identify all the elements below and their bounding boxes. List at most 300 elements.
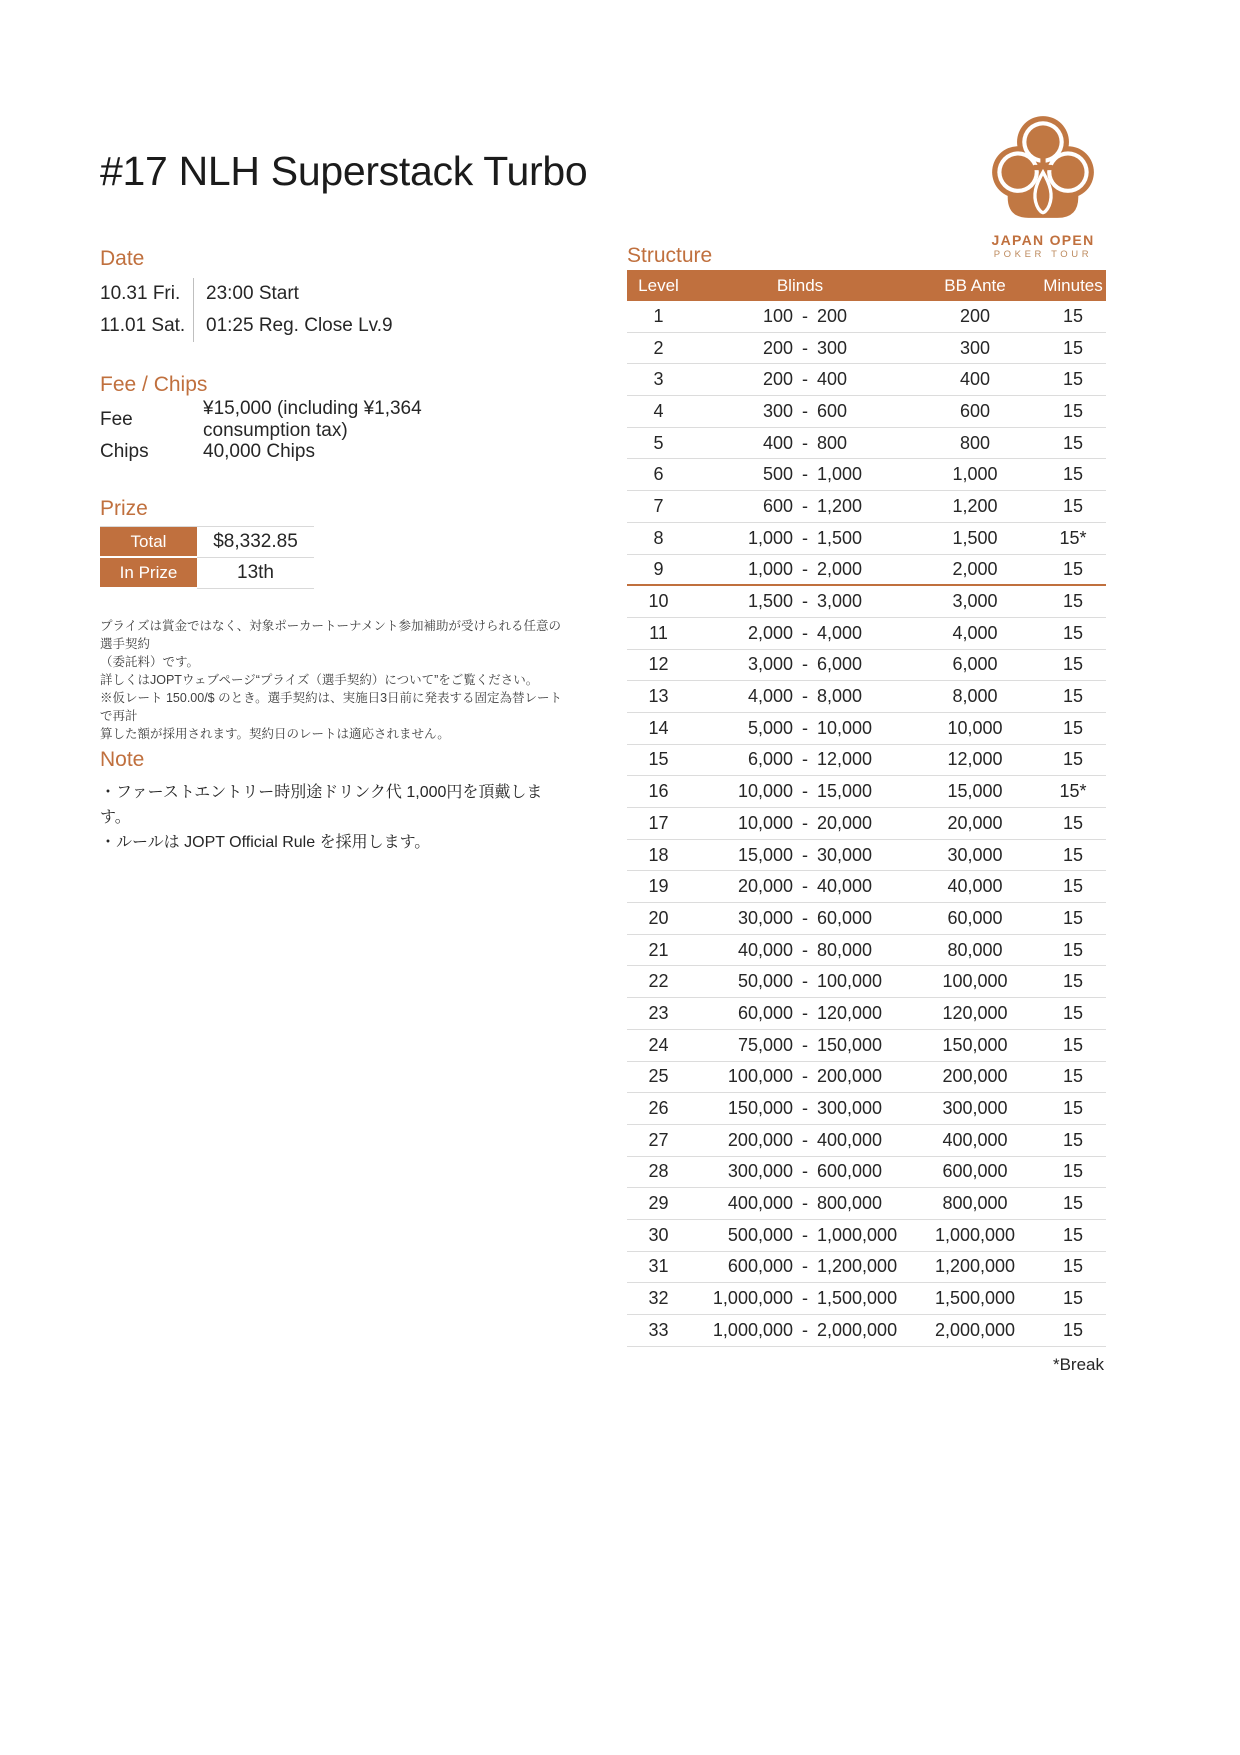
bb-ante-cell: 40,000 <box>947 876 1003 897</box>
bb-ante-cell: 12,000 <box>947 749 1003 770</box>
structure-section <box>627 243 1106 1375</box>
bb-ante-cell: 20,000 <box>947 812 1003 833</box>
minutes-cell: 15 <box>1062 1256 1084 1277</box>
level-cell: 14 <box>648 717 669 738</box>
blinds-cell <box>690 1066 910 1087</box>
minutes-cell: 15* <box>1059 781 1087 802</box>
minutes-cell: 15 <box>1062 369 1084 390</box>
structure-row <box>627 1157 1106 1189</box>
structure-table-header <box>627 270 1106 301</box>
big-blind-value: 300 <box>817 337 848 358</box>
blinds-cell <box>690 559 910 580</box>
structure-row <box>627 555 1106 587</box>
minutes-cell: 15 <box>1062 907 1084 928</box>
structure-row <box>627 333 1106 365</box>
minutes-cell: 15 <box>1062 432 1084 453</box>
chips-label: Chips <box>100 441 149 462</box>
bb-ante-cell: 120,000 <box>942 1002 1008 1023</box>
structure-row <box>627 1030 1106 1062</box>
blinds-cell <box>690 591 910 612</box>
minutes-cell: 15 <box>1062 622 1084 643</box>
blinds-separator: - <box>802 622 808 643</box>
fee-label: Fee <box>100 409 133 430</box>
prize-total-value: $8,332.85 <box>197 527 314 558</box>
bb-ante-cell: 1,500,000 <box>934 1288 1016 1309</box>
blinds-cell <box>690 1320 910 1341</box>
blinds-separator: - <box>802 305 808 326</box>
minutes-cell: 15 <box>1062 305 1084 326</box>
level-cell: 30 <box>648 1224 669 1245</box>
structure-row <box>627 903 1106 935</box>
structure-row <box>627 364 1106 396</box>
big-blind-value: 200 <box>817 305 848 326</box>
structure-row <box>627 1220 1106 1252</box>
small-blind-value: 500,000 <box>727 1224 793 1245</box>
blinds-separator: - <box>802 591 808 612</box>
minutes-cell: 15 <box>1062 939 1084 960</box>
bb-ante-cell: 60,000 <box>947 907 1003 928</box>
logo-subtitle: POKER TOUR <box>993 249 1093 260</box>
big-blind-value: 200,000 <box>817 1066 883 1087</box>
bb-ante-cell: 400 <box>959 369 991 390</box>
level-cell: 6 <box>653 464 664 485</box>
minutes-cell: 15 <box>1062 1224 1084 1245</box>
bb-ante-cell: 3,000 <box>952 591 998 612</box>
level-cell: 18 <box>648 844 669 865</box>
big-blind-value: 400,000 <box>817 1129 883 1150</box>
bb-ante-cell: 400,000 <box>942 1129 1008 1150</box>
structure-row <box>627 1062 1106 1094</box>
column-header-blinds: Blinds <box>776 275 824 295</box>
break-footnote: *Break <box>1052 1354 1104 1374</box>
big-blind-value: 600 <box>817 400 848 421</box>
blinds-separator: - <box>802 876 808 897</box>
blinds-separator: - <box>802 464 808 485</box>
blinds-cell <box>690 1225 910 1246</box>
blinds-separator: - <box>802 939 808 960</box>
small-blind-value: 10,000 <box>737 812 793 833</box>
jopt-logo <box>986 114 1100 260</box>
blinds-separator: - <box>802 1319 808 1340</box>
note-section <box>100 747 570 855</box>
prize-table <box>100 526 314 589</box>
blinds-separator: - <box>802 686 808 707</box>
blinds-separator: - <box>802 1066 808 1087</box>
level-cell: 11 <box>649 622 668 643</box>
minutes-cell: 15 <box>1062 812 1084 833</box>
structure-row <box>627 428 1106 460</box>
minutes-cell: 15 <box>1062 749 1084 770</box>
blinds-separator: - <box>802 654 808 675</box>
big-blind-value: 400 <box>817 369 848 390</box>
note-lines <box>100 780 570 855</box>
big-blind-value: 800,000 <box>817 1193 883 1214</box>
level-cell: 29 <box>648 1193 669 1214</box>
structure-row <box>627 840 1106 872</box>
minutes-cell: 15 <box>1062 1034 1084 1055</box>
structure-row <box>627 713 1106 745</box>
structure-row <box>627 935 1106 967</box>
structure-row <box>627 776 1106 808</box>
small-blind-value: 400 <box>762 432 793 453</box>
blinds-separator: - <box>802 812 808 833</box>
bb-ante-cell: 100,000 <box>942 971 1008 992</box>
minutes-cell: 15 <box>1062 1319 1084 1340</box>
small-blind-value: 1,500 <box>747 591 793 612</box>
date-heading: Date <box>100 247 145 270</box>
big-blind-value: 600,000 <box>817 1161 883 1182</box>
big-blind-value: 8,000 <box>817 686 863 707</box>
level-cell: 3 <box>653 369 664 390</box>
level-cell: 25 <box>648 1066 669 1087</box>
blinds-separator: - <box>802 1098 808 1119</box>
big-blind-value: 1,500,000 <box>817 1288 898 1309</box>
blinds-separator: - <box>802 1224 808 1245</box>
date-rows <box>100 278 530 342</box>
small-blind-value: 10,000 <box>737 781 793 802</box>
big-blind-value: 150,000 <box>817 1034 883 1055</box>
blinds-cell <box>690 813 910 834</box>
blinds-cell <box>690 306 910 327</box>
bb-ante-cell: 600 <box>959 400 991 421</box>
small-blind-value: 5,000 <box>747 717 793 738</box>
club-icon <box>991 114 1095 222</box>
prize-section <box>100 496 314 589</box>
blinds-cell <box>690 781 910 802</box>
blinds-cell <box>690 940 910 961</box>
column-header-level: Level <box>638 275 679 295</box>
blinds-separator: - <box>802 527 808 548</box>
date-section <box>100 246 530 342</box>
date-info: 23:00 Start <box>193 278 299 310</box>
bb-ante-cell: 6,000 <box>952 654 998 675</box>
structure-row <box>627 966 1106 998</box>
structure-row <box>627 301 1106 333</box>
big-blind-value: 2,000 <box>817 558 863 579</box>
structure-row <box>627 618 1106 650</box>
big-blind-value: 800 <box>817 432 848 453</box>
blinds-cell <box>690 1256 910 1277</box>
blinds-separator: - <box>802 971 808 992</box>
level-cell: 31 <box>648 1256 669 1277</box>
small-blind-value: 400,000 <box>727 1193 793 1214</box>
structure-row <box>627 650 1106 682</box>
structure-row <box>627 998 1106 1030</box>
structure-row <box>627 586 1106 618</box>
small-blind-value: 1,000 <box>747 527 793 548</box>
minutes-cell: 15 <box>1062 876 1084 897</box>
minutes-cell: 15 <box>1062 1066 1084 1087</box>
level-cell: 12 <box>648 654 669 675</box>
blinds-cell <box>690 433 910 454</box>
level-cell: 7 <box>653 495 664 516</box>
blinds-separator: - <box>802 1256 808 1277</box>
structure-row <box>627 1125 1106 1157</box>
level-cell: 22 <box>648 971 669 992</box>
fee-chips-section <box>100 372 530 468</box>
big-blind-value: 30,000 <box>817 844 873 865</box>
structure-row <box>627 491 1106 523</box>
big-blind-value: 15,000 <box>817 781 873 802</box>
minutes-cell: 15 <box>1062 400 1084 421</box>
blinds-cell <box>690 654 910 675</box>
minutes-cell: 15 <box>1062 495 1084 516</box>
blinds-separator: - <box>802 749 808 770</box>
blinds-separator: - <box>802 558 808 579</box>
blinds-cell <box>690 1035 910 1056</box>
structure-row <box>627 1315 1106 1347</box>
minutes-cell: 15 <box>1062 591 1084 612</box>
blinds-separator: - <box>802 844 808 865</box>
bb-ante-cell: 80,000 <box>947 939 1003 960</box>
level-cell: 27 <box>648 1129 669 1150</box>
bb-ante-cell: 150,000 <box>942 1034 1008 1055</box>
minutes-cell: 15 <box>1062 1193 1084 1214</box>
blinds-separator: - <box>802 369 808 390</box>
page-title: #17 NLH Superstack Turbo <box>100 148 588 194</box>
minutes-cell: 15 <box>1062 717 1084 738</box>
level-cell: 8 <box>653 527 664 548</box>
prize-total-row <box>100 527 314 558</box>
date-info: 01:25 Reg. Close Lv.9 <box>193 310 393 342</box>
blinds-cell <box>690 464 910 485</box>
bb-ante-cell: 1,200 <box>952 495 998 516</box>
small-blind-value: 100 <box>762 305 793 326</box>
big-blind-value: 10,000 <box>817 717 873 738</box>
minutes-cell: 15* <box>1059 527 1087 548</box>
big-blind-value: 2,000,000 <box>817 1319 898 1340</box>
small-blind-value: 15,000 <box>737 844 793 865</box>
structure-table-body <box>627 301 1106 1347</box>
disclaimer-line: 詳しくはJOPTウェブページ“プライズ（選手契約）について”をご覧ください。 <box>100 673 539 687</box>
big-blind-value: 1,200 <box>817 495 863 516</box>
blinds-cell <box>690 1288 910 1309</box>
note-heading: Note <box>100 748 145 771</box>
structure-heading: Structure <box>627 244 713 267</box>
blinds-cell <box>690 528 910 549</box>
big-blind-value: 40,000 <box>817 876 873 897</box>
date-row <box>100 278 530 310</box>
small-blind-value: 50,000 <box>737 971 793 992</box>
big-blind-value: 1,500 <box>817 527 863 548</box>
minutes-cell: 15 <box>1062 464 1084 485</box>
small-blind-value: 200,000 <box>727 1129 793 1150</box>
prize-heading: Prize <box>100 497 148 520</box>
prize-disclaimer <box>100 617 570 743</box>
level-cell: 21 <box>648 939 669 960</box>
small-blind-value: 6,000 <box>747 749 793 770</box>
level-cell: 9 <box>653 558 664 579</box>
date-value: 11.01 Sat. <box>100 315 186 336</box>
blinds-cell <box>690 749 910 770</box>
structure-row <box>627 459 1106 491</box>
minutes-cell: 15 <box>1062 558 1084 579</box>
level-cell: 26 <box>648 1098 669 1119</box>
blinds-cell <box>690 686 910 707</box>
big-blind-value: 1,000,000 <box>817 1224 898 1245</box>
level-cell: 10 <box>648 591 669 612</box>
minutes-cell: 15 <box>1062 971 1084 992</box>
small-blind-value: 1,000,000 <box>712 1319 793 1340</box>
bb-ante-cell: 800 <box>959 432 991 453</box>
bb-ante-cell: 1,500 <box>952 527 998 548</box>
minutes-cell: 15 <box>1062 1002 1084 1023</box>
level-cell: 5 <box>653 432 664 453</box>
blinds-separator: - <box>802 907 808 928</box>
fee-chips-rows <box>100 398 530 468</box>
disclaimer-line: ※仮レート 150.00/$ のとき。選手契約は、実施日3日前に発表する固定為替レートで再計 <box>100 691 563 723</box>
structure-row <box>627 523 1106 555</box>
bb-ante-cell: 2,000 <box>952 558 998 579</box>
blinds-cell <box>690 496 910 517</box>
disclaimer-line: 算した額が採用されます。契約日のレートは適応されません。 <box>100 727 450 741</box>
small-blind-value: 200 <box>762 369 793 390</box>
column-header-minutes: Minutes <box>1043 275 1103 295</box>
small-blind-value: 600,000 <box>727 1256 793 1277</box>
small-blind-value: 20,000 <box>737 876 793 897</box>
level-cell: 28 <box>648 1161 669 1182</box>
small-blind-value: 300 <box>762 400 793 421</box>
small-blind-value: 500 <box>762 464 793 485</box>
small-blind-value: 150,000 <box>727 1098 793 1119</box>
level-cell: 32 <box>648 1288 669 1309</box>
big-blind-value: 20,000 <box>817 812 873 833</box>
big-blind-value: 12,000 <box>817 749 873 770</box>
structure-row <box>627 745 1106 777</box>
bb-ante-cell: 1,200,000 <box>934 1256 1016 1277</box>
small-blind-value: 1,000 <box>747 558 793 579</box>
level-cell: 16 <box>648 781 669 802</box>
small-blind-value: 75,000 <box>737 1034 793 1055</box>
level-cell: 13 <box>648 686 669 707</box>
blinds-separator: - <box>802 1288 808 1309</box>
big-blind-value: 1,200,000 <box>817 1256 898 1277</box>
small-blind-value: 60,000 <box>737 1002 793 1023</box>
blinds-separator: - <box>802 400 808 421</box>
minutes-cell: 15 <box>1062 1161 1084 1182</box>
level-cell: 33 <box>648 1319 669 1340</box>
structure-row <box>627 1093 1106 1125</box>
small-blind-value: 100,000 <box>727 1066 793 1087</box>
level-cell: 19 <box>648 876 669 897</box>
big-blind-value: 120,000 <box>817 1002 883 1023</box>
blinds-cell <box>690 338 910 359</box>
blinds-separator: - <box>802 1193 808 1214</box>
bb-ante-cell: 600,000 <box>942 1161 1008 1182</box>
disclaimer-line: （委託料）です。 <box>100 655 200 669</box>
big-blind-value: 1,000 <box>817 464 863 485</box>
small-blind-value: 600 <box>762 495 793 516</box>
blinds-separator: - <box>802 432 808 453</box>
bb-ante-cell: 8,000 <box>952 686 998 707</box>
prize-inprize-value: 13th <box>197 558 314 589</box>
blinds-cell <box>690 908 910 929</box>
bb-ante-cell: 300,000 <box>942 1098 1008 1119</box>
structure-row <box>627 1188 1106 1220</box>
structure-row <box>627 871 1106 903</box>
small-blind-value: 1,000,000 <box>712 1288 793 1309</box>
blinds-cell <box>690 876 910 897</box>
small-blind-value: 300,000 <box>727 1161 793 1182</box>
level-cell: 15 <box>648 749 669 770</box>
bb-ante-cell: 200,000 <box>942 1066 1008 1087</box>
prize-inprize-row <box>100 558 314 589</box>
bb-ante-cell: 300 <box>959 337 991 358</box>
fee-value: ¥15,000 (including ¥1,364 consumption tax) <box>203 398 422 441</box>
bb-ante-cell: 2,000,000 <box>934 1319 1016 1340</box>
big-blind-value: 4,000 <box>817 622 863 643</box>
small-blind-value: 3,000 <box>747 654 793 675</box>
big-blind-value: 60,000 <box>817 907 873 928</box>
big-blind-value: 3,000 <box>817 591 863 612</box>
minutes-cell: 15 <box>1062 337 1084 358</box>
structure-row <box>627 808 1106 840</box>
blinds-cell <box>690 623 910 644</box>
level-cell: 23 <box>648 1002 669 1023</box>
disclaimer-line: プライズは賞金ではなく、対象ポーカートーナメント参加補助が受けられる任意の選手契約 <box>100 619 562 651</box>
blinds-cell <box>690 369 910 390</box>
minutes-cell: 15 <box>1062 654 1084 675</box>
blinds-cell <box>690 1003 910 1024</box>
big-blind-value: 6,000 <box>817 654 863 675</box>
prize-total-label: Total <box>100 527 197 558</box>
bb-ante-cell: 1,000 <box>952 464 998 485</box>
bb-ante-cell: 15,000 <box>947 781 1003 802</box>
bb-ante-cell: 30,000 <box>947 844 1003 865</box>
blinds-separator: - <box>802 717 808 738</box>
blinds-cell <box>690 1098 910 1119</box>
minutes-cell: 15 <box>1062 1098 1084 1119</box>
logo-name: JAPAN OPEN <box>991 232 1095 248</box>
small-blind-value: 40,000 <box>737 939 793 960</box>
level-cell: 4 <box>653 400 664 421</box>
blinds-separator: - <box>802 495 808 516</box>
blinds-cell <box>690 1161 910 1182</box>
level-cell: 20 <box>648 907 669 928</box>
big-blind-value: 80,000 <box>817 939 873 960</box>
small-blind-value: 2,000 <box>747 622 793 643</box>
bb-ante-cell: 800,000 <box>942 1193 1008 1214</box>
small-blind-value: 4,000 <box>747 686 793 707</box>
blinds-separator: - <box>802 1002 808 1023</box>
fee-chips-heading: Fee / Chips <box>100 373 208 396</box>
minutes-cell: 15 <box>1062 686 1084 707</box>
prize-inprize-label: In Prize <box>100 558 197 589</box>
minutes-cell: 15 <box>1062 844 1084 865</box>
blinds-separator: - <box>802 781 808 802</box>
blinds-cell <box>690 401 910 422</box>
structure-row <box>627 1283 1106 1315</box>
bb-ante-cell: 1,000,000 <box>934 1224 1016 1245</box>
level-cell: 2 <box>653 337 664 358</box>
structure-row <box>627 1252 1106 1284</box>
bb-ante-cell: 200 <box>959 305 991 326</box>
blinds-cell <box>690 845 910 866</box>
blinds-separator: - <box>802 1161 808 1182</box>
small-blind-value: 30,000 <box>737 907 793 928</box>
minutes-cell: 15 <box>1062 1129 1084 1150</box>
note-line: ・ファーストエントリー時別途ドリンク代 1,000円を頂戴します。 <box>100 784 543 826</box>
blinds-cell <box>690 1193 910 1214</box>
small-blind-value: 200 <box>762 337 793 358</box>
minutes-cell: 15 <box>1062 1288 1084 1309</box>
bb-ante-cell: 10,000 <box>947 717 1003 738</box>
blinds-separator: - <box>802 1034 808 1055</box>
date-row <box>100 310 530 342</box>
level-cell: 24 <box>648 1034 669 1055</box>
blinds-separator: - <box>802 1129 808 1150</box>
big-blind-value: 300,000 <box>817 1098 883 1119</box>
